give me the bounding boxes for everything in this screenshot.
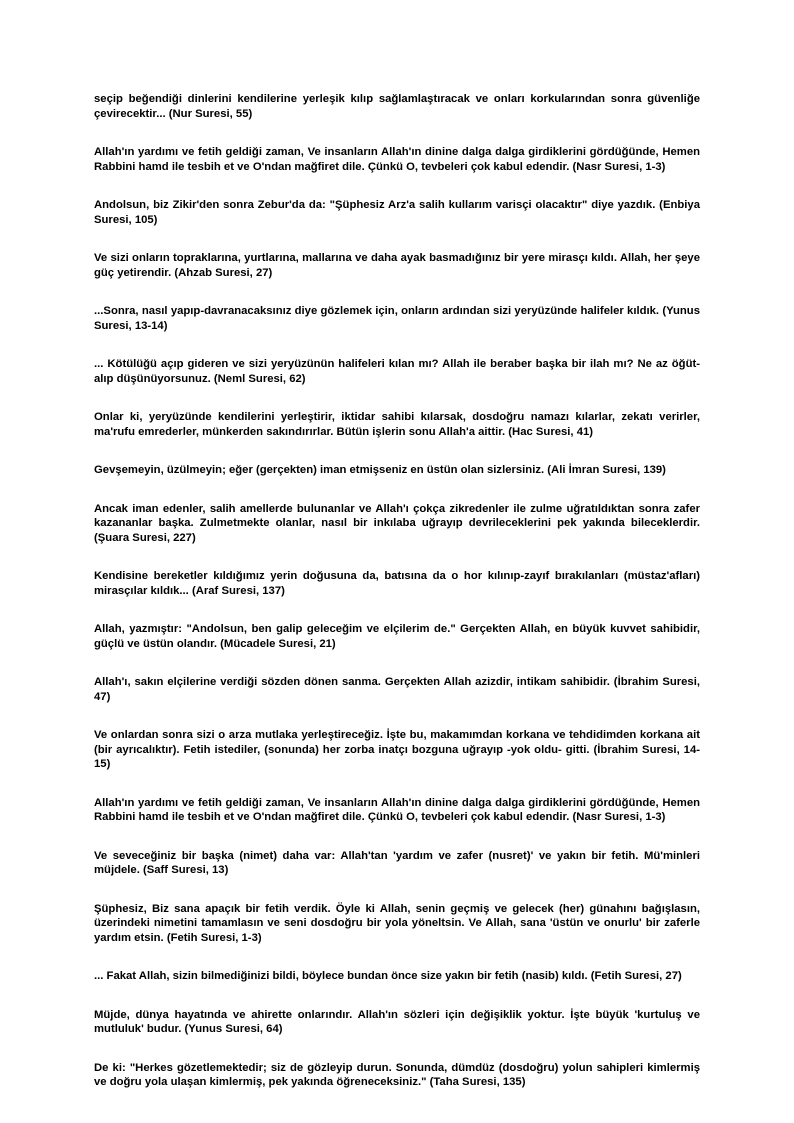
verse-paragraph: Ve sizi onların topraklarına, yurtlarına, mallarına ve daha ayak basmadığınız bir yere mirasçı kıldı. Allah, her şeye güç yetirendir. (Ahzab Suresi, 27) bbox=[94, 252, 700, 279]
verse-paragraph: ... Kötülüğü açıp gideren ve sizi yeryüzünün halifeleri kılan mı? Allah ile beraber başka bir ilah mı? Ne az öğüt-alıp düşünüyorsunuz. (Neml Suresi, 62) bbox=[94, 358, 700, 385]
verse-paragraph: Müjde, dünya hayatında ve ahirette onlarındır. Allah'ın sözleri için değişiklik yoktur. İşte büyük 'kurtuluş ve mutluluk' budur. (Yunus Suresi, 64) bbox=[94, 1008, 700, 1035]
verse-paragraph: Kendisine bereketler kıldığımız yerin doğusuna da, batısına da o hor kılınıp-zayıf bırakılanları (müstaz'afları) mirasçılar kıldık... (Araf Suresi, 137) bbox=[94, 570, 700, 597]
verse-paragraph: Gevşemeyin, üzülmeyin; eğer (gerçekten) iman etmişseniz en üstün olan sizlersiniz. (Ali İmran Suresi, 139) bbox=[94, 464, 666, 476]
verse-paragraph: Şüphesiz, Biz sana apaçık bir fetih verdik. Öyle ki Allah, senin geçmiş ve gelecek (her) günahını bağışlasın, üzerindeki nimetini tamamlasın ve seni dosdoğru bir yola yöneltsin. Ve Allah, sana 'üstün ve onurlu' bir zaferle yardım etsin. (Fetih Suresi, 1-3) bbox=[94, 902, 700, 944]
document-page bbox=[94, 92, 700, 1114]
verse-paragraph: Ancak iman edenler, salih amellerde bulunanlar ve Allah'ı çokça zikredenler ile zulme uğratıldıktan sonra zafer kazananlar başka. Zulmetmekte olanlar, nasıl bir inkılaba uğrayıp devrileceklerini pek yakında bileceklerdir. (Şuara Suresi, 227) bbox=[94, 502, 700, 544]
verse-paragraph: Andolsun, biz Zikir'den sonra Zebur'da da: "Şüphesiz Arz'a salih kullarım varisçi olacaktır" diye yazdık. (Enbiya Suresi, 105) bbox=[94, 199, 700, 226]
verse-paragraph: Allah'ın yardımı ve fetih geldiği zaman, Ve insanların Allah'ın dinine dalga dalga girdiklerini gördüğünde, Hemen Rabbini hamd ile tesbih et ve O'ndan mağfiret dile. Çünkü O, tevbeleri çok kabul edendir. (Nasr Suresi, 1-3) bbox=[94, 796, 700, 823]
verse-paragraph: Ve seveceğiniz bir başka (nimet) daha var: Allah'tan 'yardım ve zafer (nusret)' ve yakın bir fetih. Mü'minleri müjdele. (Saff Suresi, 13) bbox=[94, 849, 700, 876]
verse-paragraph: ... Fakat Allah, sizin bilmediğinizi bildi, böylece bundan önce size yakın bir fetih (nasib) kıldı. (Fetih Suresi, 27) bbox=[94, 970, 682, 982]
verse-paragraph: De ki: "Herkes gözetlemektedir; siz de gözleyip durun. Sonunda, dümdüz (dosdoğru) yolun sahipleri kimlermiş ve doğru yola ulaşan kimlermiş, pek yakında öğreneceksiniz." (Taha Suresi, 135) bbox=[94, 1061, 700, 1088]
verse-paragraph: Allah'ı, sakın elçilerine verdiği sözden dönen sanma. Gerçekten Allah azizdir, intikam sahibidir. (İbrahim Suresi, 47) bbox=[94, 676, 700, 703]
verse-paragraph: Allah'ın yardımı ve fetih geldiği zaman, Ve insanların Allah'ın dinine dalga dalga girdiklerini gördüğünde, Hemen Rabbini hamd ile tesbih et ve O'ndan mağfiret dile. Çünkü O, tevbeleri çok kabul edendir. (Nasr Suresi, 1-3) bbox=[94, 146, 700, 173]
verse-paragraph: Onlar ki, yeryüzünde kendilerini yerleştirir, iktidar sahibi kılarsak, dosdoğru namazı kılarlar, zekatı verirler, ma'rufu emrederler, münkerden sakındırırlar. Bütün işlerin sonu Allah'a aittir. (Hac Suresi, 41) bbox=[94, 411, 700, 438]
verse-paragraph: Ve onlardan sonra sizi o arza mutlaka yerleştireceğiz. İşte bu, makamımdan korkana ve tehdidimden korkana ait (bir ayrıcalıktır). Fetih istediler, (sonunda) her zorba inatçı bozguna uğrayıp -yok oldu- gitti. (İbrahim Suresi, 14-15) bbox=[94, 729, 700, 770]
verse-paragraph: seçip beğendiği dinlerini kendilerine yerleşik kılıp sağlamlaştıracak ve onları korkularından sonra güvenliğe çevirecektir... (Nur Suresi, 55) bbox=[94, 93, 700, 120]
verse-paragraph: Allah, yazmıştır: "Andolsun, ben galip geleceğim ve elçilerim de." Gerçekten Allah, en büyük kuvvet sahibidir, güçlü ve üstün olandır. (Mücadele Suresi, 21) bbox=[94, 623, 700, 650]
verse-paragraph: ...Sonra, nasıl yapıp-davranacaksınız diye gözlemek için, onların ardından sizi yeryüzünde halifeler kıldık. (Yunus Suresi, 13-14) bbox=[94, 305, 700, 332]
